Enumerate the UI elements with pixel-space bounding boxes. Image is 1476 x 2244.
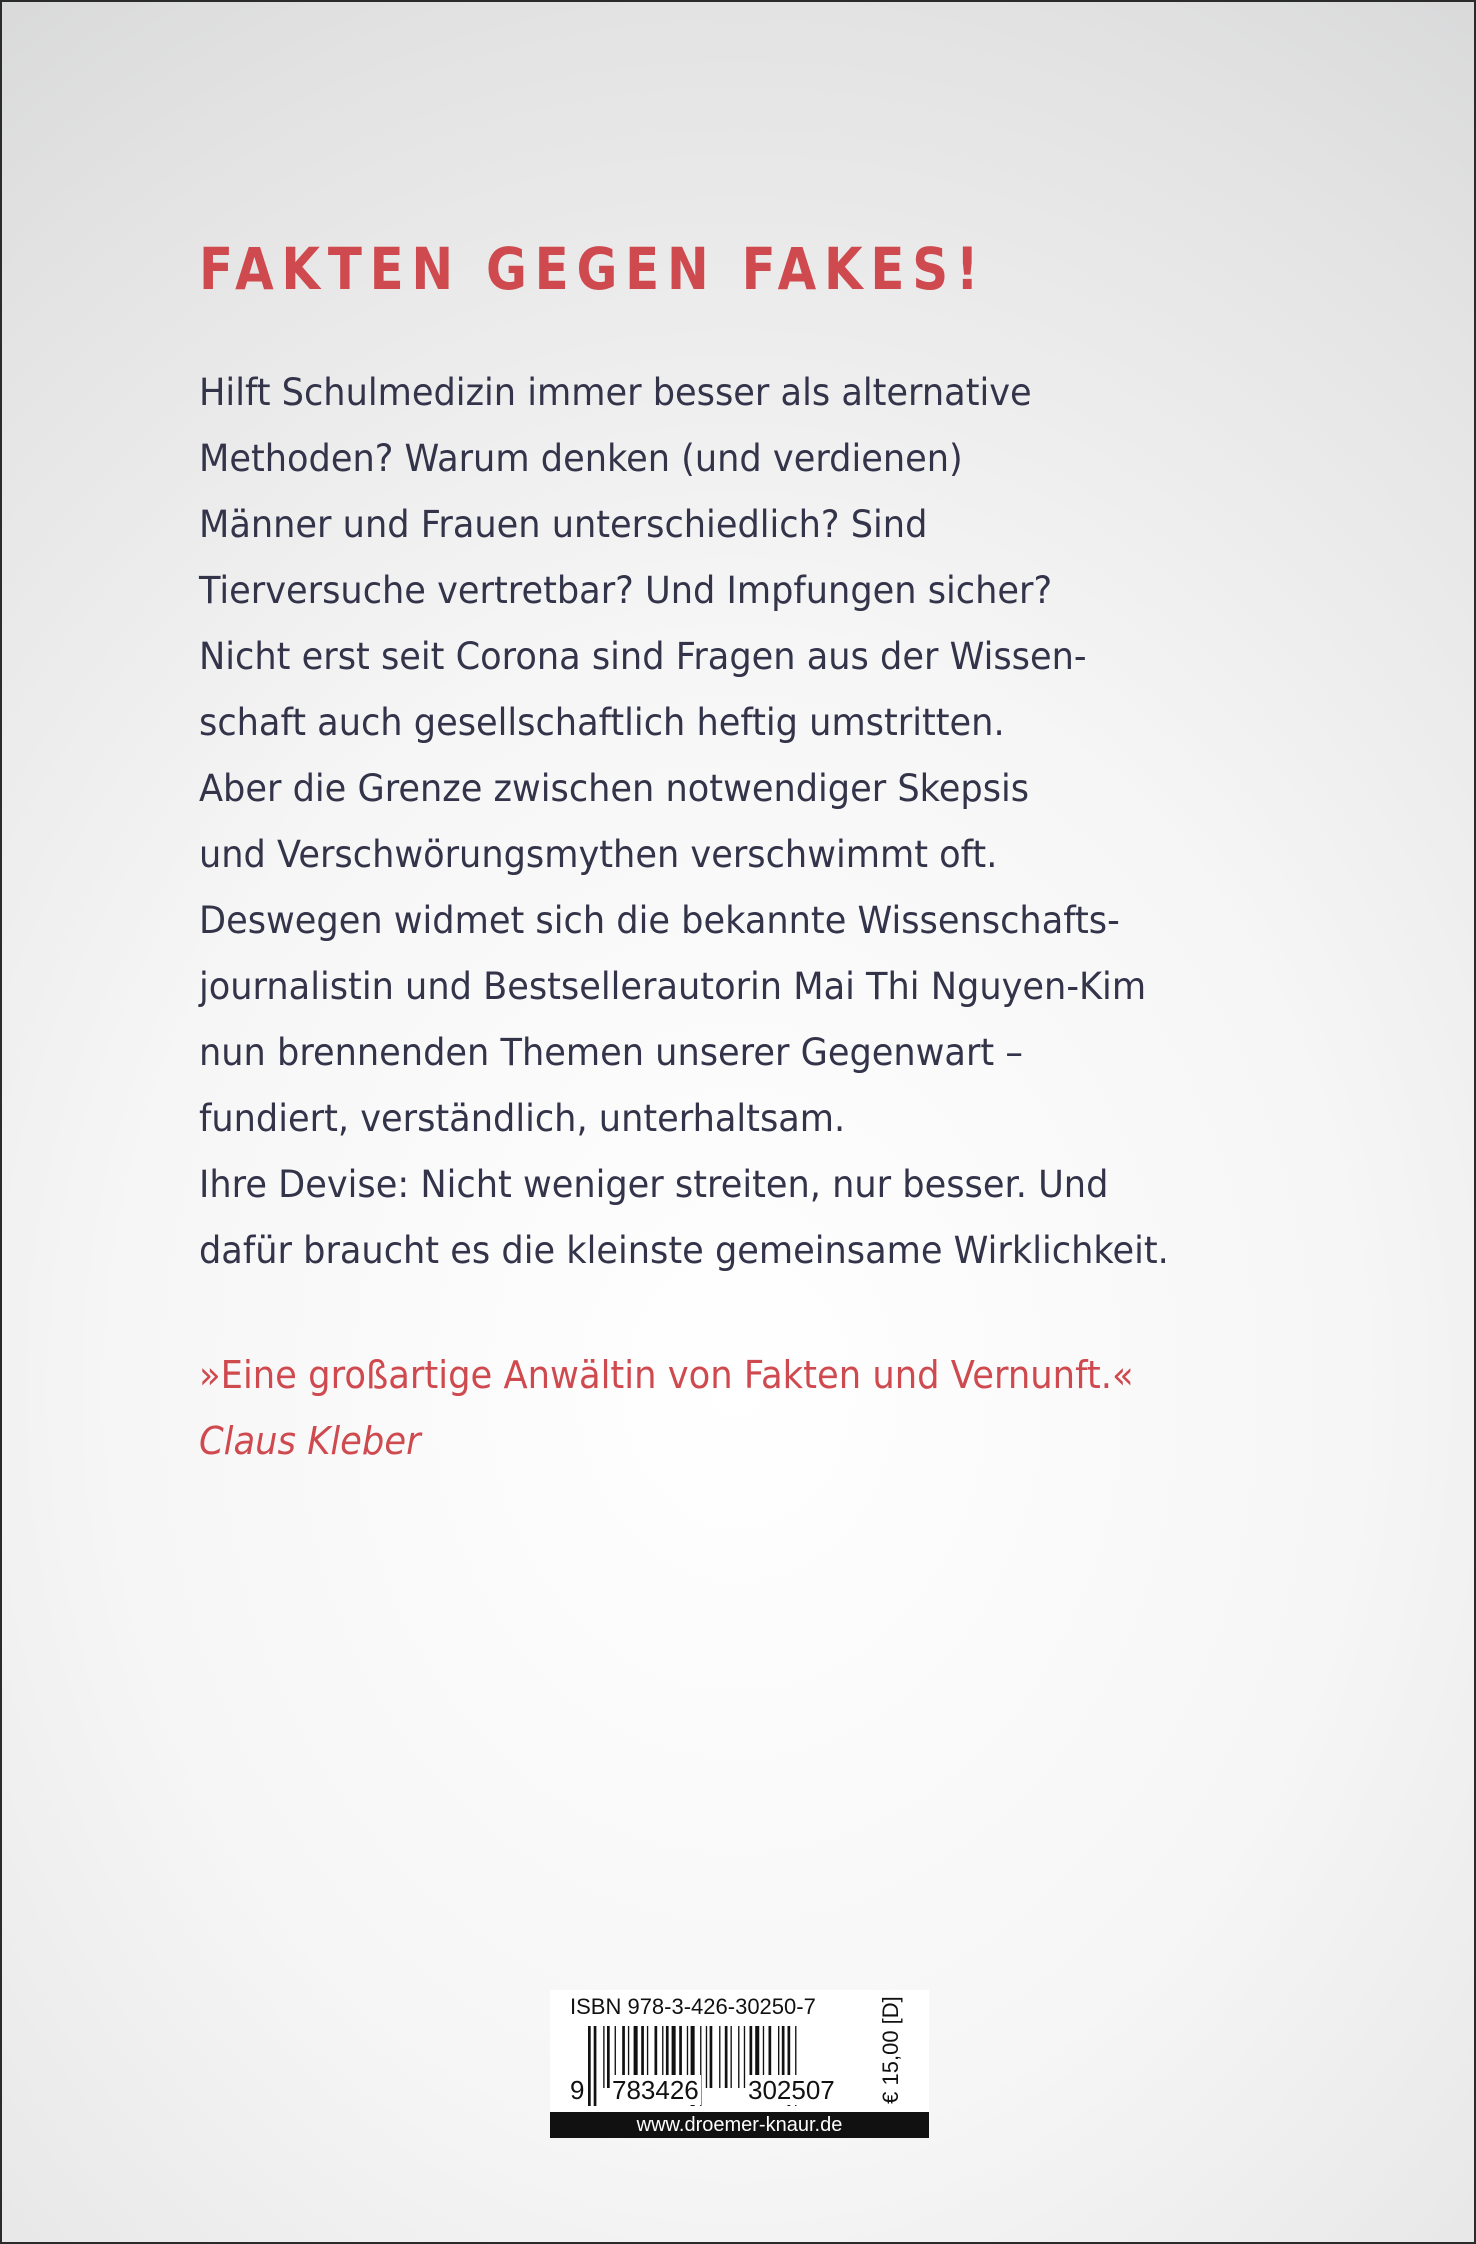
publisher-url: www.droemer-knaur.de — [550, 2112, 929, 2138]
barcode-bar — [725, 2026, 728, 2088]
quote-text: »Eine großartige Anwältin von Fakten und Vernunft.« — [199, 1353, 1134, 1397]
barcode-bar — [594, 2026, 597, 2106]
barcode-digit-first: 9 — [570, 2075, 585, 2105]
barcode-digits-right: 302507 — [748, 2075, 835, 2105]
review-quote — [199, 1342, 1399, 1474]
blurb-line: journalistin und Bestsellerautorin Mai Thi Nguyen-Kim — [199, 965, 1147, 1008]
isbn-label: ISBN 978-3-426-30250-7 — [570, 1994, 816, 2019]
headline: FAKTEN GEGEN FAKES! — [199, 235, 987, 303]
barcode-bar — [744, 2026, 745, 2088]
barcode-bar — [706, 2026, 707, 2088]
blurb-line: Aber die Grenze zwischen notwendiger Skepsis — [199, 767, 1030, 810]
blurb-line: Ihre Devise: Nicht weniger streiten, nur besser. Und — [199, 1163, 1109, 1206]
price-tag: € 15,00 [D] — [878, 1996, 903, 2104]
blurb-line: schaft auch gesellschaftlich heftig umstritten. — [199, 701, 1005, 744]
blurb-line: Nicht erst seit Corona sind Fragen aus der Wissen- — [199, 635, 1087, 678]
blurb-line: Hilft Schulmedizin immer besser als alternative — [199, 371, 1032, 414]
barcode-bar — [738, 2026, 739, 2088]
blurb-line: nun brennenden Themen unserer Gegenwart – — [199, 1031, 1023, 1074]
blurb-line: und Verschwörungsmythen verschwimmt oft. — [199, 833, 998, 876]
barcode-digits-left: 783426 — [612, 2075, 699, 2105]
blurb-line: Methoden? Warum denken (und verdienen) — [199, 437, 963, 480]
quote-author: Claus Kleber — [199, 1419, 421, 1463]
blurb-line: Deswegen widmet sich die bekannte Wissenschafts- — [199, 899, 1120, 942]
barcode-bar — [588, 2026, 591, 2106]
barcode-bar — [603, 2026, 604, 2088]
blurb-line: fundiert, verständlich, unterhaltsam. — [199, 1097, 846, 1140]
isbn-barcode — [550, 1990, 929, 2112]
blurb-text — [199, 360, 1309, 1284]
barcode-bar — [731, 2026, 732, 2088]
barcode-bar — [710, 2026, 713, 2088]
blurb-line: Männer und Frauen unterschiedlich? Sind — [199, 503, 928, 546]
blurb-line: dafür braucht es die kleinste gemeinsame Wirklichkeit. — [199, 1229, 1169, 1272]
barcode-bar — [719, 2026, 720, 2088]
blurb-line: Tierversuche vertretbar? Und Impfungen sicher? — [199, 569, 1053, 612]
